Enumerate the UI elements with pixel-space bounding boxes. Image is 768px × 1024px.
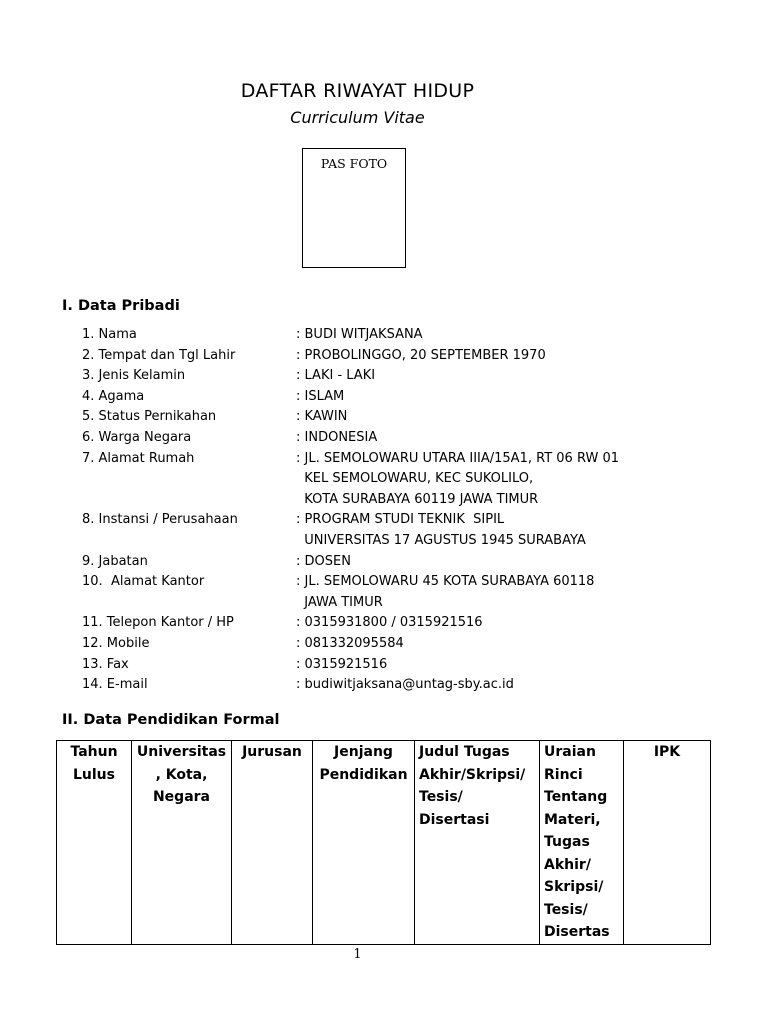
field-value: : budiwitjaksana@untag-sby.ac.id bbox=[296, 677, 514, 693]
page-title: DAFTAR RIWAYAT HIDUP bbox=[240, 80, 475, 102]
field-label: 9. Jabatan bbox=[82, 553, 148, 569]
photo-placeholder bbox=[302, 148, 406, 268]
field-label: 6. Warga Negara bbox=[82, 429, 192, 445]
field-value: : 081332095584 bbox=[296, 635, 404, 651]
column-header-uraian: Uraian Rinci Tentang Materi, Tugas Akhir/ Skripsi/ Tesis/ Disertas bbox=[540, 741, 624, 945]
data-row bbox=[82, 634, 619, 655]
field-label: 10. Alamat Kantor bbox=[82, 574, 205, 590]
data-row bbox=[82, 593, 619, 614]
data-row bbox=[82, 531, 619, 552]
field-label bbox=[82, 490, 296, 511]
column-header-tahun-lulus: Tahun Lulus bbox=[57, 741, 132, 945]
field-value: : 0315921516 bbox=[296, 656, 388, 672]
field-label: 11. Telepon Kantor / HP bbox=[82, 615, 234, 631]
data-row bbox=[82, 490, 619, 511]
education-table bbox=[56, 740, 711, 945]
data-row bbox=[82, 428, 619, 449]
data-row bbox=[82, 675, 619, 696]
data-row bbox=[82, 510, 619, 531]
section-heading-personal: I. Data Pribadi bbox=[62, 298, 180, 314]
field-label bbox=[82, 593, 296, 614]
column-header-universitas: Universitas , Kota, Negara bbox=[132, 741, 232, 945]
field-value: : ISLAM bbox=[296, 388, 345, 404]
data-row bbox=[82, 325, 619, 346]
data-row bbox=[82, 387, 619, 408]
field-value: : PROGRAM STUDI TEKNIK SIPIL bbox=[296, 512, 505, 528]
field-label: 14. E-mail bbox=[82, 677, 148, 693]
data-row bbox=[82, 613, 619, 634]
field-value: : DOSEN bbox=[296, 553, 351, 569]
data-row bbox=[82, 552, 619, 573]
field-label: 1. Nama bbox=[82, 327, 137, 342]
field-label: 13. Fax bbox=[82, 656, 129, 672]
field-label: 3. Jenis Kelamin bbox=[82, 368, 186, 384]
column-header-jenjang: Jenjang Pendidikan bbox=[313, 741, 415, 945]
field-value: UNIVERSITAS 17 AGUSTUS 1945 SURABAYA bbox=[296, 532, 586, 548]
field-value: KEL SEMOLOWARU, KEC SUKOLILO, bbox=[296, 471, 534, 487]
field-value: : BUDI WITJAKSANA bbox=[296, 327, 423, 342]
column-header-ipk: IPK bbox=[624, 741, 711, 945]
table-header-row bbox=[57, 741, 711, 945]
data-row bbox=[82, 407, 619, 428]
column-header-judul: Judul Tugas Akhir/Skripsi/ Tesis/ Disertasi bbox=[415, 741, 540, 945]
field-value: : PROBOLINGGO, 20 SEPTEMBER 1970 bbox=[296, 347, 546, 363]
personal-data-list bbox=[82, 325, 619, 696]
data-row bbox=[82, 469, 619, 490]
field-label: 4. Agama bbox=[82, 388, 145, 404]
field-value: : INDONESIA bbox=[296, 429, 378, 445]
field-value: : KAWIN bbox=[296, 409, 348, 425]
field-value: : JL. SEMOLOWARU UTARA IIIA/15A1, RT 06 RW 01 bbox=[296, 450, 619, 466]
data-row bbox=[82, 572, 619, 593]
field-label: 2. Tempat dan Tgl Lahir bbox=[82, 347, 236, 363]
data-row bbox=[82, 655, 619, 676]
field-label: 7. Alamat Rumah bbox=[82, 450, 195, 466]
field-label: 8. Instansi / Perusahaan bbox=[82, 512, 238, 528]
field-label: 12. Mobile bbox=[82, 635, 150, 651]
section-heading-education: II. Data Pendidikan Formal bbox=[62, 712, 280, 728]
field-value: KOTA SURABAYA 60119 JAWA TIMUR bbox=[296, 491, 539, 507]
field-value: JAWA TIMUR bbox=[296, 594, 383, 610]
data-row bbox=[82, 346, 619, 367]
column-header-jurusan: Jurusan bbox=[232, 741, 313, 945]
photo-label: PAS FOTO bbox=[320, 156, 388, 171]
data-row bbox=[82, 366, 619, 387]
field-value: : LAKI - LAKI bbox=[296, 368, 376, 384]
field-value: : JL. SEMOLOWARU 45 KOTA SURABAYA 60118 bbox=[296, 574, 595, 590]
field-label bbox=[82, 469, 296, 490]
page-number: 1 bbox=[353, 947, 362, 962]
field-label bbox=[82, 531, 296, 552]
field-value: : 0315931800 / 0315921516 bbox=[296, 615, 483, 631]
data-row bbox=[82, 449, 619, 470]
field-label: 5. Status Pernikahan bbox=[82, 409, 217, 425]
page-subtitle: Curriculum Vitae bbox=[290, 108, 425, 127]
